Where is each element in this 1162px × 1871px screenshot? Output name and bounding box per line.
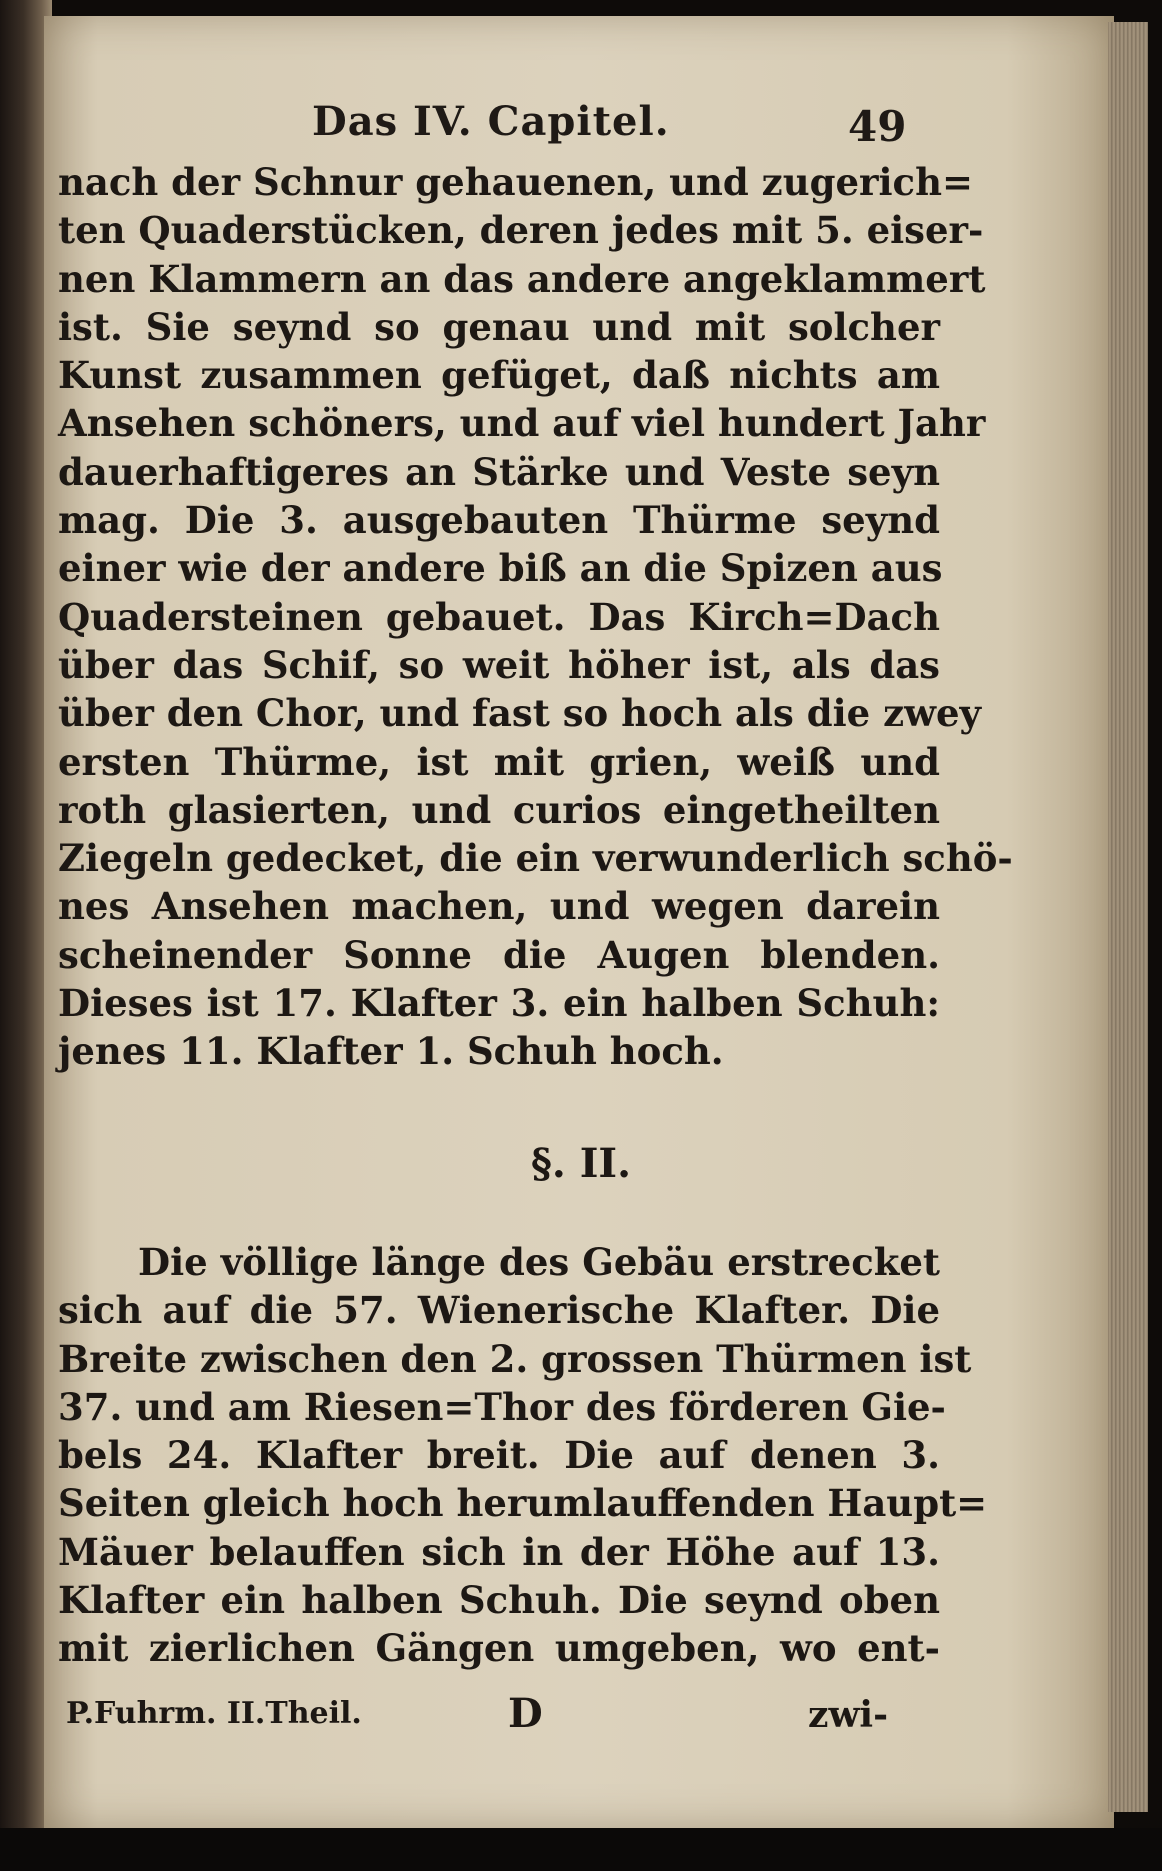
text-line: mit zierlichen Gängen umgeben, wo ent- bbox=[58, 1626, 940, 1671]
text-line: Die völlige länge des Gebäu erstrecket bbox=[138, 1240, 940, 1284]
text-line: Breite zwischen den 2. grossen Thürmen ist bbox=[58, 1336, 972, 1381]
section-heading: §. II. bbox=[530, 1140, 632, 1187]
page-stack-edge bbox=[1108, 22, 1148, 1812]
paragraph-1 bbox=[58, 158, 1013, 1076]
text-line: über das Schif, so weit höher ist, als das bbox=[58, 642, 940, 687]
text-line: scheinender Sonne die Augen blenden. bbox=[58, 932, 940, 977]
text-line: nach der Schnur gehauenen, und zugerich= bbox=[58, 160, 973, 204]
text-line: ersten Thürme, ist mit grien, weiß und bbox=[58, 739, 940, 784]
text-line: Ziegeln gedecket, die ein verwunderlich schö- bbox=[58, 836, 1013, 881]
text-line: mag. Die 3. ausgebauten Thürme seynd bbox=[58, 498, 940, 543]
catchword: zwi- bbox=[808, 1694, 889, 1736]
page-header bbox=[0, 88, 1162, 151]
text-line: ten Quaderstücken, deren jedes mit 5. eiser- bbox=[58, 208, 984, 253]
text-line: Seiten gleich hoch herumlauffenden Haupt= bbox=[58, 1481, 988, 1526]
text-line: sich auf die 57. Wienerische Klafter. Die bbox=[58, 1288, 940, 1333]
text-line: nen Klammern an das andere angeklammert bbox=[58, 256, 986, 301]
text-line: Kunst zusammen gefüget, daß nichts am bbox=[58, 353, 940, 398]
page-number: 49 bbox=[848, 102, 907, 151]
background-shadow bbox=[0, 1828, 1162, 1871]
text-line: dauerhaftigeres an Stärke und Veste seyn bbox=[58, 449, 940, 494]
signature-mark: D bbox=[508, 1690, 543, 1737]
text-line: Ansehen schöners, und auf viel hundert Jahr bbox=[58, 401, 986, 446]
text-line: über den Chor, und fast so hoch als die zwey bbox=[58, 691, 981, 736]
running-title: Das IV. Capitel. bbox=[312, 98, 670, 145]
text-line: bels 24. Klafter breit. Die auf denen 3. bbox=[58, 1433, 940, 1478]
text-line: einer wie der andere biß an die Spizen aus bbox=[58, 546, 943, 591]
text-line: Mäuer belauffen sich in der Höhe auf 13. bbox=[58, 1529, 940, 1574]
text-line: Quadersteinen gebauet. Das Kirch=Dach bbox=[58, 594, 940, 639]
text-line: roth glasierten, und curios eingetheilten bbox=[58, 787, 940, 832]
text-line: nes Ansehen machen, und wegen darein bbox=[58, 884, 940, 929]
text-line: 37. und am Riesen=Thor des förderen Gie- bbox=[58, 1384, 946, 1429]
paragraph-2 bbox=[58, 1238, 988, 1673]
footer-author-volume: P.Fuhrm. II.Theil. bbox=[66, 1696, 362, 1731]
page-footer bbox=[0, 1686, 1162, 1746]
text-line: Dieses ist 17. Klafter 3. ein halben Schuh: bbox=[58, 981, 940, 1026]
text-line: ist. Sie seynd so genau und mit solcher bbox=[58, 304, 940, 349]
text-line: jenes 11. Klafter 1. Schuh hoch. bbox=[58, 1029, 724, 1074]
text-line: Klafter ein halben Schuh. Die seynd oben bbox=[58, 1578, 940, 1623]
